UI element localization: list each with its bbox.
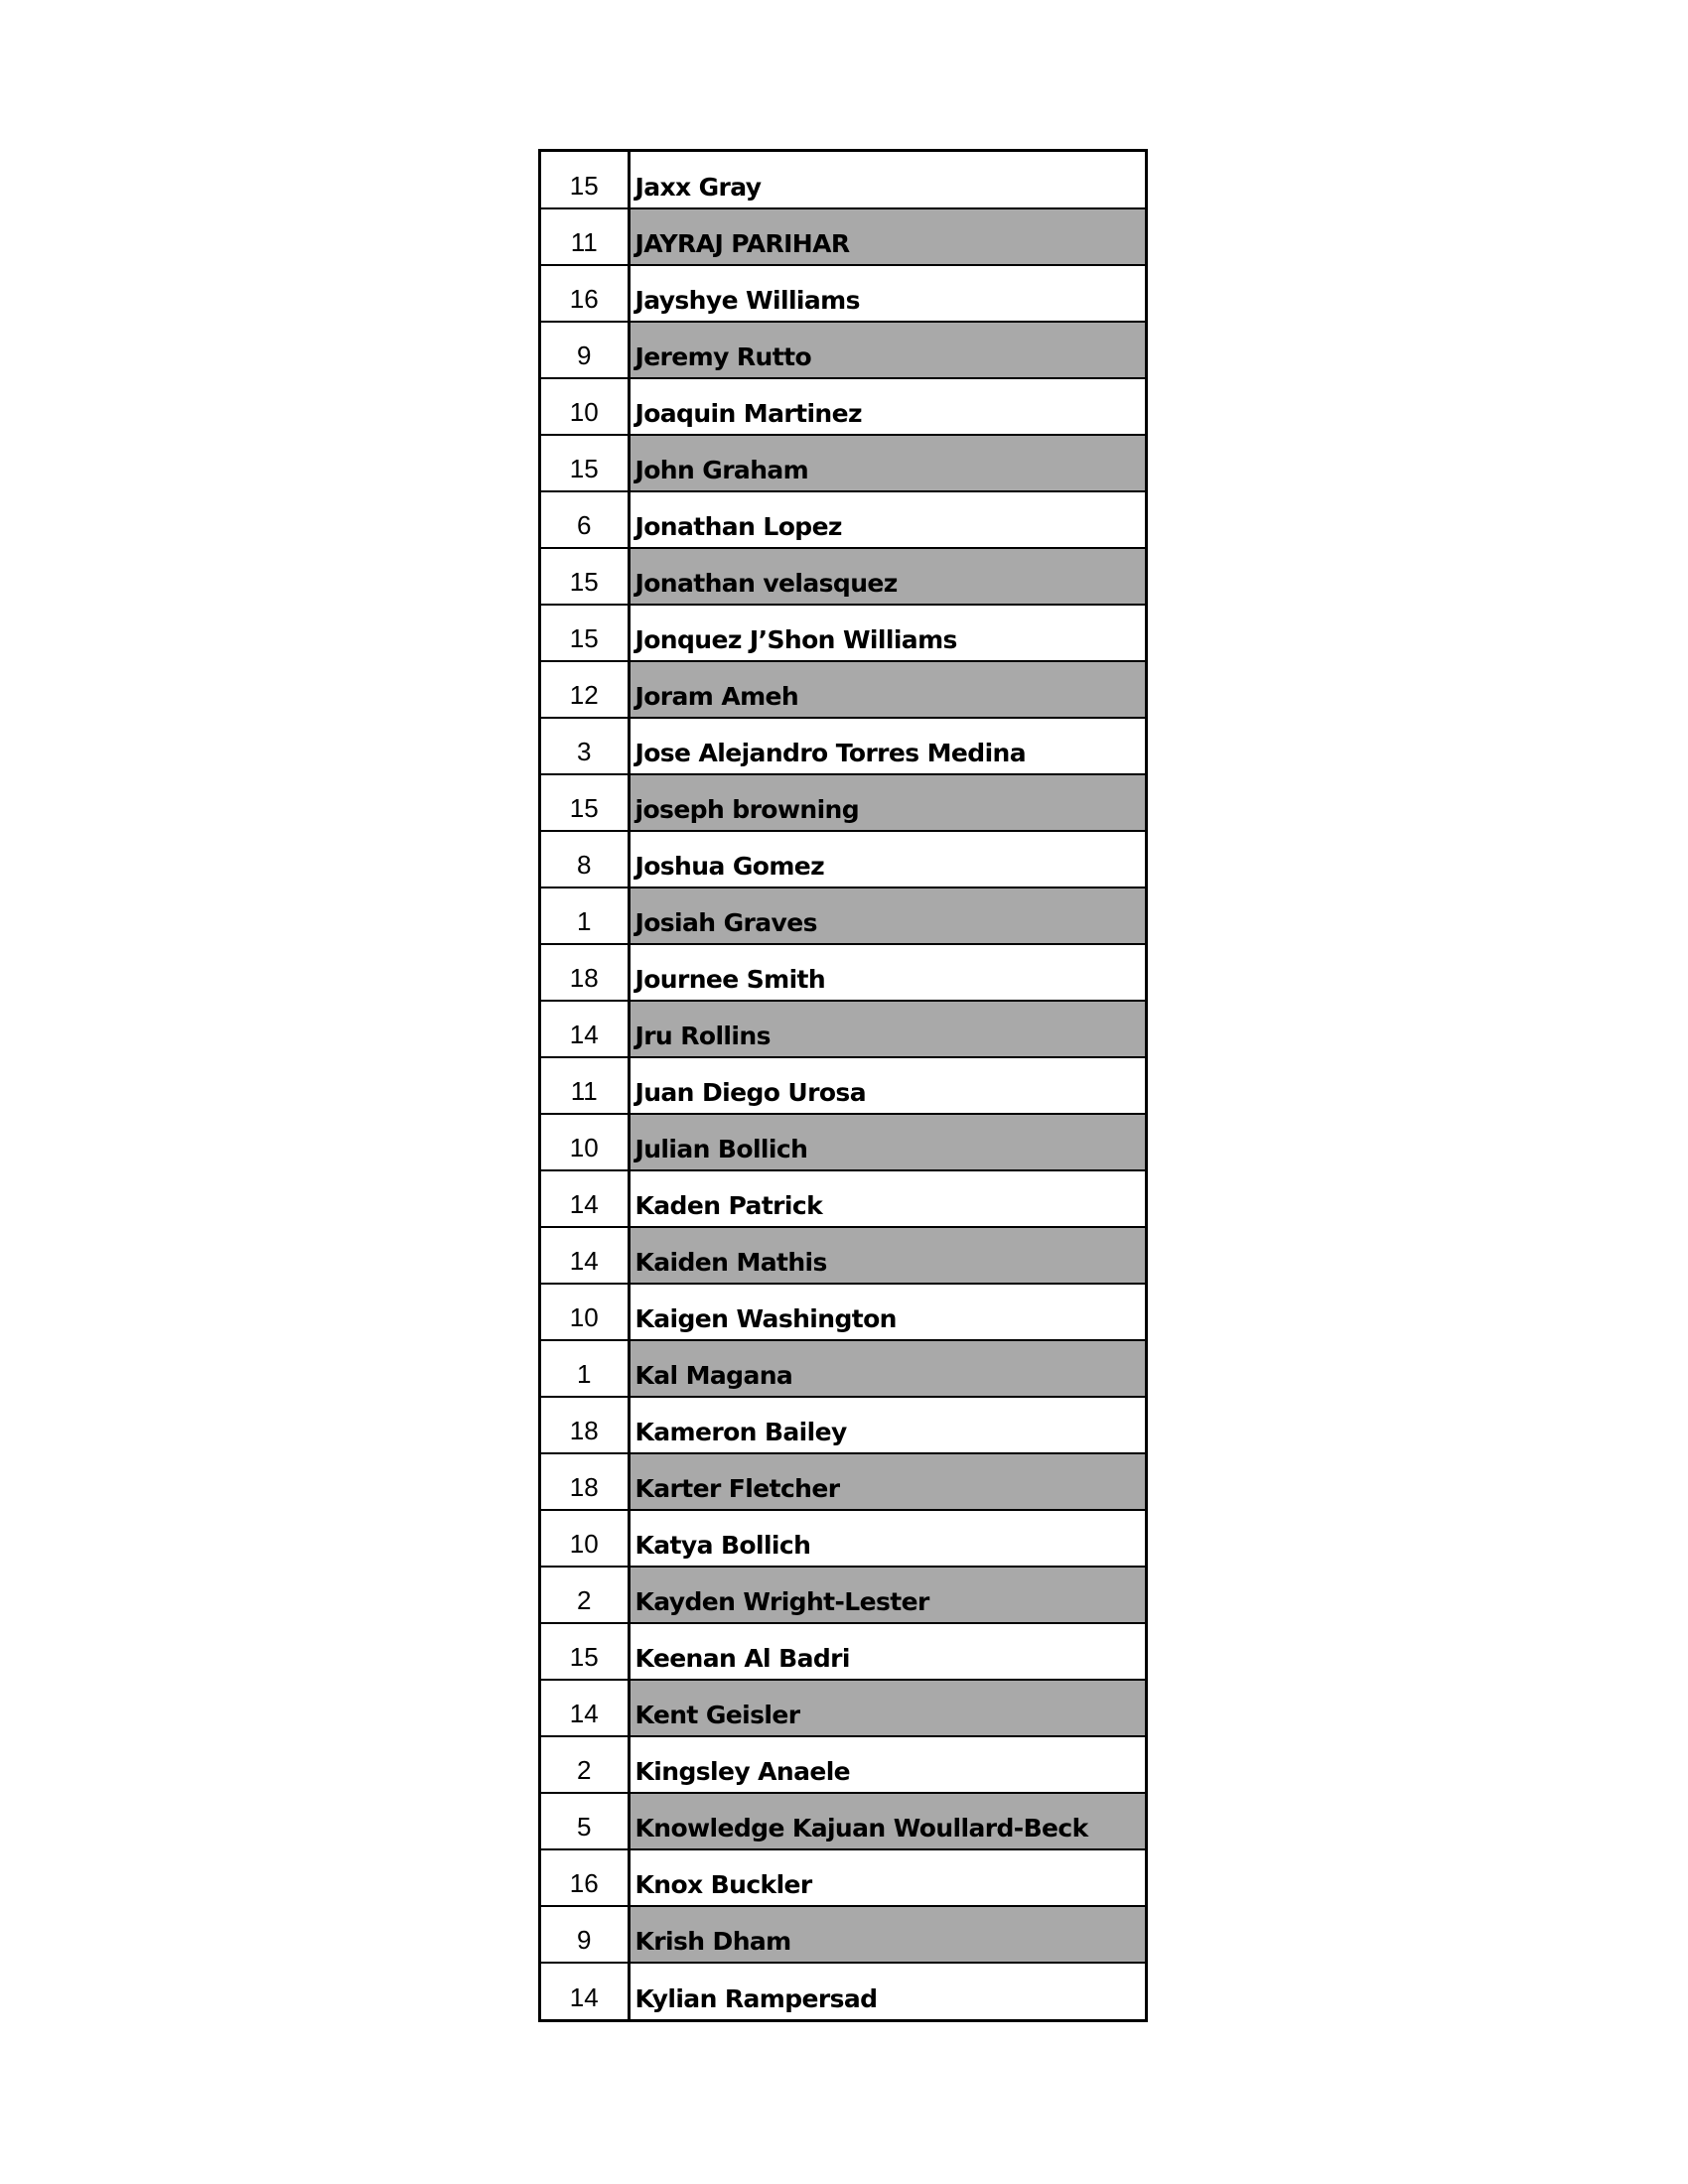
table-row <box>541 1623 1145 1680</box>
row-number-cell: 9 <box>541 1906 629 1963</box>
row-name-cell: Joaquin Martinez <box>629 378 1145 435</box>
table-row <box>541 661 1145 718</box>
row-name-cell: Kaden Patrick <box>629 1170 1145 1227</box>
table-row <box>541 718 1145 774</box>
row-name-cell: Knox Buckler <box>629 1849 1145 1906</box>
table-row <box>541 944 1145 1001</box>
row-name-cell: Jaxx Gray <box>629 152 1145 208</box>
row-number-cell: 8 <box>541 831 629 887</box>
table-row <box>541 1397 1145 1453</box>
row-number-cell: 1 <box>541 1340 629 1397</box>
table-row <box>541 1567 1145 1623</box>
row-number-cell: 2 <box>541 1736 629 1793</box>
row-name-cell: Krish Dham <box>629 1906 1145 1963</box>
row-number-cell: 1 <box>541 887 629 944</box>
row-name-cell: Katya Bollich <box>629 1510 1145 1567</box>
row-name-cell: JAYRAJ PARIHAR <box>629 208 1145 265</box>
roster-table-body <box>541 152 1145 2019</box>
row-number-cell: 11 <box>541 208 629 265</box>
table-row <box>541 1453 1145 1510</box>
row-number-cell: 18 <box>541 1453 629 1510</box>
table-row <box>541 265 1145 322</box>
table-row <box>541 1170 1145 1227</box>
row-name-cell: Kylian Rampersad <box>634 1984 878 2013</box>
table-row <box>541 378 1145 435</box>
table-row <box>541 1284 1145 1340</box>
row-number-cell: 14 <box>541 1227 629 1284</box>
row-name-cell: Jru Rollins <box>629 1001 1145 1057</box>
row-name-cell: Kingsley Anaele <box>629 1736 1145 1793</box>
row-number-cell: 10 <box>541 1114 629 1170</box>
row-number-cell: 10 <box>541 1510 629 1567</box>
roster-sheet <box>538 149 1148 2022</box>
row-name-cell: Jose Alejandro Torres Medina <box>629 718 1145 774</box>
row-name-cell: Josiah Graves <box>629 887 1145 944</box>
row-name-cell: Jonquez J’Shon Williams <box>629 605 1145 661</box>
row-number-cell: 10 <box>541 378 629 435</box>
row-name-cell: Kal Magana <box>629 1340 1145 1397</box>
row-name-cell: Jayshye Williams <box>629 265 1145 322</box>
row-number-cell: 9 <box>541 322 629 378</box>
row-number-cell: 3 <box>541 718 629 774</box>
table-row <box>541 435 1145 491</box>
table-row <box>541 774 1145 831</box>
row-name-cell: joseph browning <box>629 774 1145 831</box>
row-name-cell: Kayden Wright-Lester <box>629 1567 1145 1623</box>
table-row <box>541 1510 1145 1567</box>
table-row <box>541 1963 1145 2019</box>
row-name-cell: Journee Smith <box>629 944 1145 1001</box>
table-row <box>541 548 1145 605</box>
row-name-cell: Keenan Al Badri <box>629 1623 1145 1680</box>
row-number-cell: 14 <box>541 1680 629 1736</box>
row-number-cell: 2 <box>541 1567 629 1623</box>
table-row <box>541 887 1145 944</box>
table-row <box>541 1227 1145 1284</box>
table-row <box>541 1057 1145 1114</box>
row-name-cell: Kaiden Mathis <box>629 1227 1145 1284</box>
table-row <box>541 1680 1145 1736</box>
row-name-cell: Jonathan velasquez <box>629 548 1145 605</box>
table-row <box>541 1906 1145 1963</box>
table-row <box>541 605 1145 661</box>
row-number-cell: 11 <box>541 1057 629 1114</box>
table-row <box>541 322 1145 378</box>
row-name-cell: John Graham <box>629 435 1145 491</box>
row-number-cell: 15 <box>541 605 629 661</box>
row-number-cell: 14 <box>541 1963 629 2019</box>
table-row <box>541 1340 1145 1397</box>
row-number-cell: 15 <box>541 152 629 208</box>
table-row <box>541 831 1145 887</box>
row-name-cell: Joshua Gomez <box>629 831 1145 887</box>
row-name-cell: Julian Bollich <box>629 1114 1145 1170</box>
row-number-cell: 18 <box>541 1397 629 1453</box>
row-name-cell: Jeremy Rutto <box>629 322 1145 378</box>
roster-table <box>541 152 1145 2019</box>
row-number-cell: 10 <box>541 1284 629 1340</box>
row-name-cell: Karter Fletcher <box>629 1453 1145 1510</box>
row-number-cell: 14 <box>541 1001 629 1057</box>
row-name-cell: Juan Diego Urosa <box>629 1057 1145 1114</box>
row-name-cell: Kaigen Washington <box>629 1284 1145 1340</box>
row-number-cell: 6 <box>541 491 629 548</box>
row-number-cell: 14 <box>541 1170 629 1227</box>
row-number-cell: 15 <box>541 774 629 831</box>
row-number-cell: 5 <box>541 1793 629 1849</box>
row-name-cell: Jonathan Lopez <box>629 491 1145 548</box>
row-number-cell: 15 <box>541 435 629 491</box>
row-name-cell: Kameron Bailey <box>629 1397 1145 1453</box>
row-name-cell: Joram Ameh <box>629 661 1145 718</box>
row-number-cell: 15 <box>541 1623 629 1680</box>
row-number-cell: 12 <box>541 661 629 718</box>
table-row <box>541 152 1145 208</box>
row-name-cell: Kent Geisler <box>629 1680 1145 1736</box>
table-row <box>541 208 1145 265</box>
row-number-cell: 16 <box>541 265 629 322</box>
table-row <box>541 1001 1145 1057</box>
table-row <box>541 491 1145 548</box>
table-row <box>541 1114 1145 1170</box>
row-number-cell: 18 <box>541 944 629 1001</box>
row-number-cell: 15 <box>541 548 629 605</box>
table-row <box>541 1736 1145 1793</box>
table-row <box>541 1793 1145 1849</box>
row-number-cell: 16 <box>541 1849 629 1906</box>
row-name-cell: Knowledge Kajuan Woullard-Beck <box>629 1793 1145 1849</box>
table-row <box>541 1849 1145 1906</box>
